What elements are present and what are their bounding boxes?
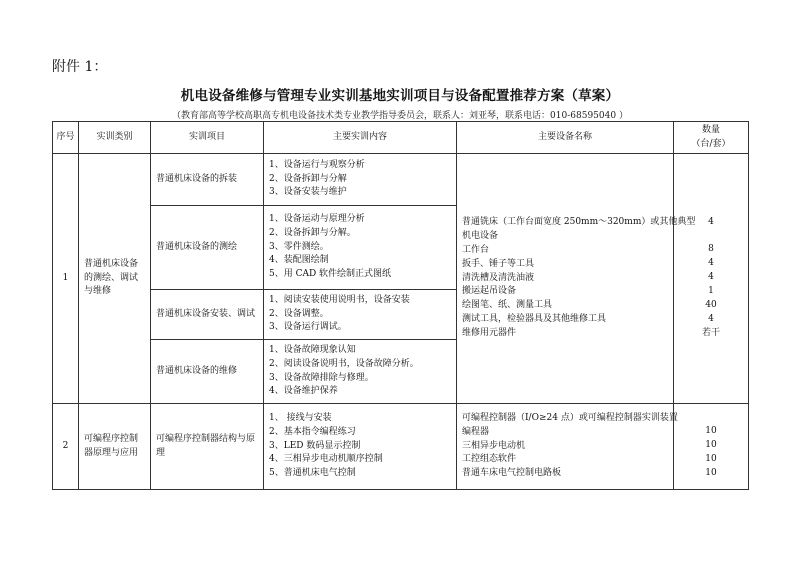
project-contents bbox=[264, 206, 457, 290]
equipment-item: 工控组态软件 bbox=[462, 454, 517, 465]
equipment-list bbox=[457, 154, 696, 404]
content-line: 1、设备故障现象认知 bbox=[269, 344, 356, 355]
quantity-value: 4 bbox=[708, 217, 714, 228]
quantity-list bbox=[674, 154, 749, 404]
content-line: 3、设备运行调试。 bbox=[269, 322, 347, 333]
equipment-item: 搬运起吊设备 bbox=[462, 286, 517, 297]
equipment-item: 普通铣床（工作台面宽度 250mm～320mm）或其他典型 bbox=[462, 216, 696, 227]
content-line: 5、普通机床电气控制 bbox=[269, 468, 356, 479]
quantity-spacer bbox=[679, 230, 743, 243]
quantity-value: 1 bbox=[708, 286, 714, 296]
quantity-spacer bbox=[679, 412, 743, 425]
content-line: 4、装配图绘制 bbox=[269, 255, 329, 266]
group-seq: 2 bbox=[53, 404, 79, 490]
content-line: 1、 接线与安装 bbox=[269, 412, 332, 423]
attachment-label: 附件 1： bbox=[52, 59, 108, 75]
content-line: 1、设备运动与原理分析 bbox=[269, 213, 365, 224]
content-line: 3、LED 数码显示控制 bbox=[269, 440, 361, 451]
equipment-item: 机电设备 bbox=[462, 230, 499, 241]
project-name: 可编程序控制器结构与原理 bbox=[151, 404, 264, 490]
quantity-value: 10 bbox=[705, 467, 717, 478]
quantity-value: 10 bbox=[705, 440, 717, 451]
equipment-item: 扳手、锤子等工具 bbox=[462, 258, 535, 269]
equipment-item: 编程器 bbox=[462, 426, 490, 437]
header-qty-line2: （台/套） bbox=[691, 138, 731, 149]
project-name: 普通机床设备安装、调试 bbox=[151, 290, 264, 340]
table-header-row bbox=[53, 122, 749, 154]
project-name: 普通机床设备的拆装 bbox=[151, 154, 264, 206]
content-line: 5、用 CAD 软件绘制正式图纸 bbox=[269, 269, 392, 280]
quantity-value: 8 bbox=[708, 244, 714, 255]
content-line: 2、设备拆卸与分解。 bbox=[269, 227, 356, 238]
group-category: 可编程序控制器原理与应用 bbox=[79, 404, 151, 490]
project-contents bbox=[264, 404, 457, 490]
project-contents bbox=[264, 154, 457, 206]
content-line: 4、三相异步电动机顺序控制 bbox=[269, 454, 383, 465]
document-subtitle: （教育部高等学校高职高专机电设备技术类专业教学指导委员会，联系人：刘亚琴，联系电话：010-68595040 ） bbox=[172, 111, 628, 121]
content-line: 3、设备故障排除与修理。 bbox=[269, 372, 374, 383]
quantity-value: 4 bbox=[708, 258, 714, 269]
equipment-item: 绘图笔、纸、测量工具 bbox=[462, 300, 553, 311]
content-line: 2、基本指令编程练习 bbox=[269, 426, 356, 437]
training-plan-table bbox=[52, 121, 749, 490]
content-line: 1、阅读安装使用说明书，设备安装 bbox=[269, 294, 410, 305]
project-name: 普通机床设备的维修 bbox=[151, 340, 264, 404]
equipment-item: 三相异步电动机 bbox=[462, 440, 526, 451]
equipment-item: 维修用元器件 bbox=[462, 328, 517, 339]
content-line: 1、设备运行与观察分析 bbox=[269, 159, 365, 170]
content-line: 3、零件测绘。 bbox=[269, 241, 329, 252]
content-line: 3、设备安装与维护 bbox=[269, 187, 347, 198]
content-line: 4、设备维护保养 bbox=[269, 386, 338, 397]
content-line: 2、设备调整。 bbox=[269, 308, 329, 319]
equipment-item: 工作台 bbox=[462, 244, 490, 255]
quantity-value: 10 bbox=[705, 454, 717, 464]
content-line: 2、阅读设备说明书，设备故障分析。 bbox=[269, 358, 419, 369]
content-line: 2、设备拆卸与分解 bbox=[269, 173, 347, 184]
document-title: 机电设备维修与管理专业实训基地实训项目与设备配置推荐方案（草案） bbox=[180, 88, 620, 104]
header-equipment: 主要设备名称 bbox=[457, 122, 674, 154]
header-content: 主要实训内容 bbox=[264, 122, 457, 154]
quantity-value: 10 bbox=[705, 426, 717, 437]
quantity-value: 若干 bbox=[701, 327, 720, 338]
group-category: 普通机床设备的测绘、调试与维修 bbox=[79, 154, 151, 404]
header-project: 实训项目 bbox=[151, 122, 264, 154]
quantity-value: 4 bbox=[708, 313, 714, 324]
group-seq: 1 bbox=[53, 154, 79, 404]
equipment-item: 可编程控制器（I/O≥24 点）或可编程控制器实训装置 bbox=[462, 412, 678, 423]
header-category: 实训类别 bbox=[79, 122, 151, 154]
equipment-item: 普通车床电气控制电路板 bbox=[462, 468, 562, 479]
header-qty bbox=[674, 122, 749, 154]
quantity-value: 4 bbox=[708, 272, 714, 283]
project-contents bbox=[264, 290, 457, 340]
quantity-value: 40 bbox=[705, 299, 717, 310]
equipment-list bbox=[457, 404, 678, 490]
table-row bbox=[53, 154, 749, 206]
equipment-item: 测试工具，检验器具及其他维修工具 bbox=[462, 314, 607, 325]
quantity-list bbox=[674, 404, 749, 490]
header-seq: 序号 bbox=[53, 122, 79, 154]
table-row bbox=[53, 404, 749, 490]
header-qty-line1: 数量 bbox=[701, 124, 720, 135]
project-name: 普通机床设备的测绘 bbox=[151, 206, 264, 290]
project-contents bbox=[264, 340, 457, 404]
equipment-item: 清洗槽及清洗油液 bbox=[462, 272, 535, 283]
